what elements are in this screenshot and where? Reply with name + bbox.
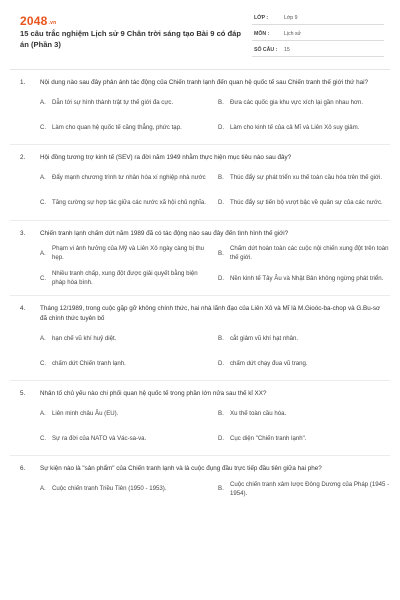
option-text: Cuộc chiến tranh Triều Tiên (1950 - 1953). <box>52 485 167 493</box>
question-prompt: Sự kiện nào là "sản phẩm" của Chiến tranh lạnh và là cuộc đụng đầu trực tiếp đầu tiên giữa hai phe? <box>40 465 322 473</box>
meta-label: SỐ CÂU : <box>254 47 278 53</box>
option-text: Thúc đẩy sự phát triển xu thế toàn cầu hóa trên thế giới. <box>230 174 383 182</box>
question-text <box>20 464 382 473</box>
option-key: A. <box>40 409 46 417</box>
question-prompt: Nội dung nào sau đây phản ánh tác động của Chiến tranh lạnh đến quan hệ quốc tế sau Chiến tranh thế giới thứ hai? <box>40 79 368 86</box>
option-text: Cuộc chiến tranh xâm lược Đông Dương của Pháp (1945 - 1954). <box>230 480 390 497</box>
question-number: 3. <box>20 229 26 237</box>
answer-option-d[interactable] <box>218 269 390 287</box>
logo-text: 2048 <box>20 14 48 28</box>
option-text: Thúc đẩy sự tiến bộ vượt bậc về quân sự của các nước. <box>230 199 383 207</box>
question-text <box>20 389 382 398</box>
question-1 <box>0 78 400 136</box>
option-text: Đẩy mạnh chương trình tư nhân hóa xí nghiệp nhà nước <box>52 174 206 182</box>
option-key: B. <box>218 485 224 493</box>
answer-option-a[interactable] <box>40 480 210 498</box>
question-number: 5. <box>20 390 26 398</box>
answer-option-a[interactable] <box>40 93 210 111</box>
option-text: Làm cho kinh tế của cả Mĩ và Liên Xô suy giảm. <box>230 123 360 131</box>
option-text: Sự ra đời của NATO và Vác-sa-va. <box>52 434 147 442</box>
option-text: Nhiều tranh chấp, xung đột được giải quyết bằng biện pháp hòa bình. <box>52 270 198 287</box>
question-prompt: Tháng 12/1989, trong cuộc gặp gỡ không chính thức, hai nhà lãnh đạo của Liên Xô và Mĩ là M.Gioóc-ba-chop và G.Bu-sơ đã chính thức tuyên bố <box>40 305 381 322</box>
answer-option-d[interactable] <box>218 118 390 136</box>
question-prompt: Nhân tố chủ yếu nào chi phối quan hệ quốc tế trong phần lớn nửa sau thế kỉ XX? <box>40 390 267 398</box>
site-logo[interactable] <box>20 14 56 28</box>
answer-option-c[interactable] <box>40 354 210 372</box>
option-key: C. <box>40 359 47 367</box>
question-text <box>20 229 382 238</box>
option-key: B. <box>218 249 224 257</box>
answer-option-a[interactable] <box>40 404 210 422</box>
question-prompt: Chiến tranh lạnh chấm dứt năm 1989 đã có tác động nào sau đây đến tình hình thế giới? <box>40 229 289 237</box>
question-divider <box>10 295 390 296</box>
option-text: chấm dứt chạy đua vũ trang. <box>230 359 308 367</box>
option-key: D. <box>218 123 225 131</box>
answer-option-c[interactable] <box>40 429 210 447</box>
meta-row-subject <box>252 28 384 41</box>
answer-option-d[interactable] <box>218 194 390 212</box>
option-key: B. <box>218 98 224 106</box>
answer-options <box>20 244 389 287</box>
option-key: C. <box>40 274 47 282</box>
meta-value: Lịch sử <box>284 31 302 37</box>
question-divider <box>10 144 390 145</box>
option-key: B. <box>218 174 224 182</box>
meta-label: LỚP : <box>254 15 269 21</box>
answer-option-a[interactable] <box>40 329 210 347</box>
option-key: A. <box>40 485 46 493</box>
question-divider <box>10 380 390 381</box>
question-number: 6. <box>20 465 26 473</box>
question-text <box>20 304 382 323</box>
question-2 <box>0 153 400 211</box>
option-key: D. <box>218 274 225 282</box>
option-key: D. <box>218 359 225 367</box>
option-text: hạn chế vũ khí huỷ diệt. <box>52 334 117 342</box>
option-key: A. <box>40 98 46 106</box>
option-key: A. <box>40 334 46 342</box>
meta-table <box>252 12 384 60</box>
option-text: Làm cho quan hệ quốc tế căng thẳng, phức tạp. <box>52 123 182 131</box>
answer-option-a[interactable] <box>40 244 210 262</box>
answer-options <box>20 480 390 498</box>
option-key: C. <box>40 434 47 442</box>
question-number: 2. <box>20 154 26 162</box>
option-key: C. <box>40 123 47 131</box>
option-text: Tăng cường sự hợp tác giữa các nước xã hội chủ nghĩa. <box>52 199 206 207</box>
answer-options <box>20 329 382 372</box>
option-key: B. <box>218 409 224 417</box>
page-header <box>0 0 400 62</box>
answer-options <box>20 93 382 136</box>
question-divider <box>10 220 390 221</box>
option-text: Phạm vi ảnh hưởng của Mỹ và Liên Xô ngày càng bị thu hẹp. <box>52 245 205 262</box>
option-text: chấm dứt Chiến tranh lạnh. <box>52 359 126 367</box>
question-number: 4. <box>20 305 26 313</box>
answer-option-b[interactable] <box>218 93 390 111</box>
answer-options <box>20 169 382 212</box>
option-text: Cục diện "Chiến tranh lạnh". <box>230 434 307 442</box>
option-key: C. <box>40 199 47 207</box>
question-divider <box>10 455 390 456</box>
question-6 <box>0 464 400 497</box>
question-text <box>20 153 382 162</box>
option-text: Xu thế toàn cầu hóa. <box>230 409 287 417</box>
option-text: cắt giảm vũ khí hạt nhân. <box>230 334 299 342</box>
answer-option-c[interactable] <box>40 269 210 287</box>
option-key: A. <box>40 249 46 257</box>
answer-option-c[interactable] <box>40 194 210 212</box>
header-divider <box>10 69 390 70</box>
question-4 <box>0 304 400 372</box>
question-3 <box>0 229 400 287</box>
answer-option-b[interactable] <box>218 244 390 262</box>
option-key: D. <box>218 199 225 207</box>
answer-option-b[interactable] <box>218 480 390 498</box>
meta-value: Lớp 9 <box>284 15 298 21</box>
question-prompt: Hội đồng tương trợ kinh tế (SEV) ra đời năm 1949 nhằm thực hiện mục tiêu nào sau đây? <box>40 154 292 162</box>
answer-option-b[interactable] <box>218 404 390 422</box>
answer-option-d[interactable] <box>218 429 390 447</box>
meta-row-count <box>252 44 384 57</box>
meta-value: 15 <box>284 47 290 53</box>
option-text: Chấm dứt hoàn toàn các cuộc nội chiến xung đột trên toàn thế giới. <box>230 245 389 262</box>
option-key: B. <box>218 334 224 342</box>
logo-suffix: .vn <box>48 20 57 26</box>
meta-label: MÔN : <box>254 31 270 37</box>
answer-option-c[interactable] <box>40 118 210 136</box>
answer-options <box>20 404 382 447</box>
meta-row-class <box>252 12 384 25</box>
question-number: 1. <box>20 79 26 86</box>
option-text: Liên minh châu Âu (EU). <box>52 409 119 417</box>
answer-option-a[interactable] <box>40 169 210 187</box>
answer-option-b[interactable] <box>218 329 390 347</box>
answer-option-b[interactable] <box>218 169 390 187</box>
question-list <box>0 78 400 498</box>
question-5 <box>0 389 400 447</box>
option-text: Dẫn tới sự hình thành trật tự thế giới đa cực. <box>52 98 174 106</box>
option-text: Đưa các quốc gia khu vực xích lại gần nhau hơn. <box>230 98 364 106</box>
answer-option-d[interactable] <box>218 354 390 372</box>
question-text <box>20 78 382 87</box>
option-text: Nền kinh tế Tây Âu và Nhật Bản không ngừng phát triển. <box>230 274 384 282</box>
option-key: A. <box>40 174 46 182</box>
option-key: D. <box>218 434 225 442</box>
page-title: 15 câu trắc nghiệm Lịch sử 9 Chân trời sáng tạo Bài 9 có đáp án (Phần 3) <box>20 29 242 49</box>
